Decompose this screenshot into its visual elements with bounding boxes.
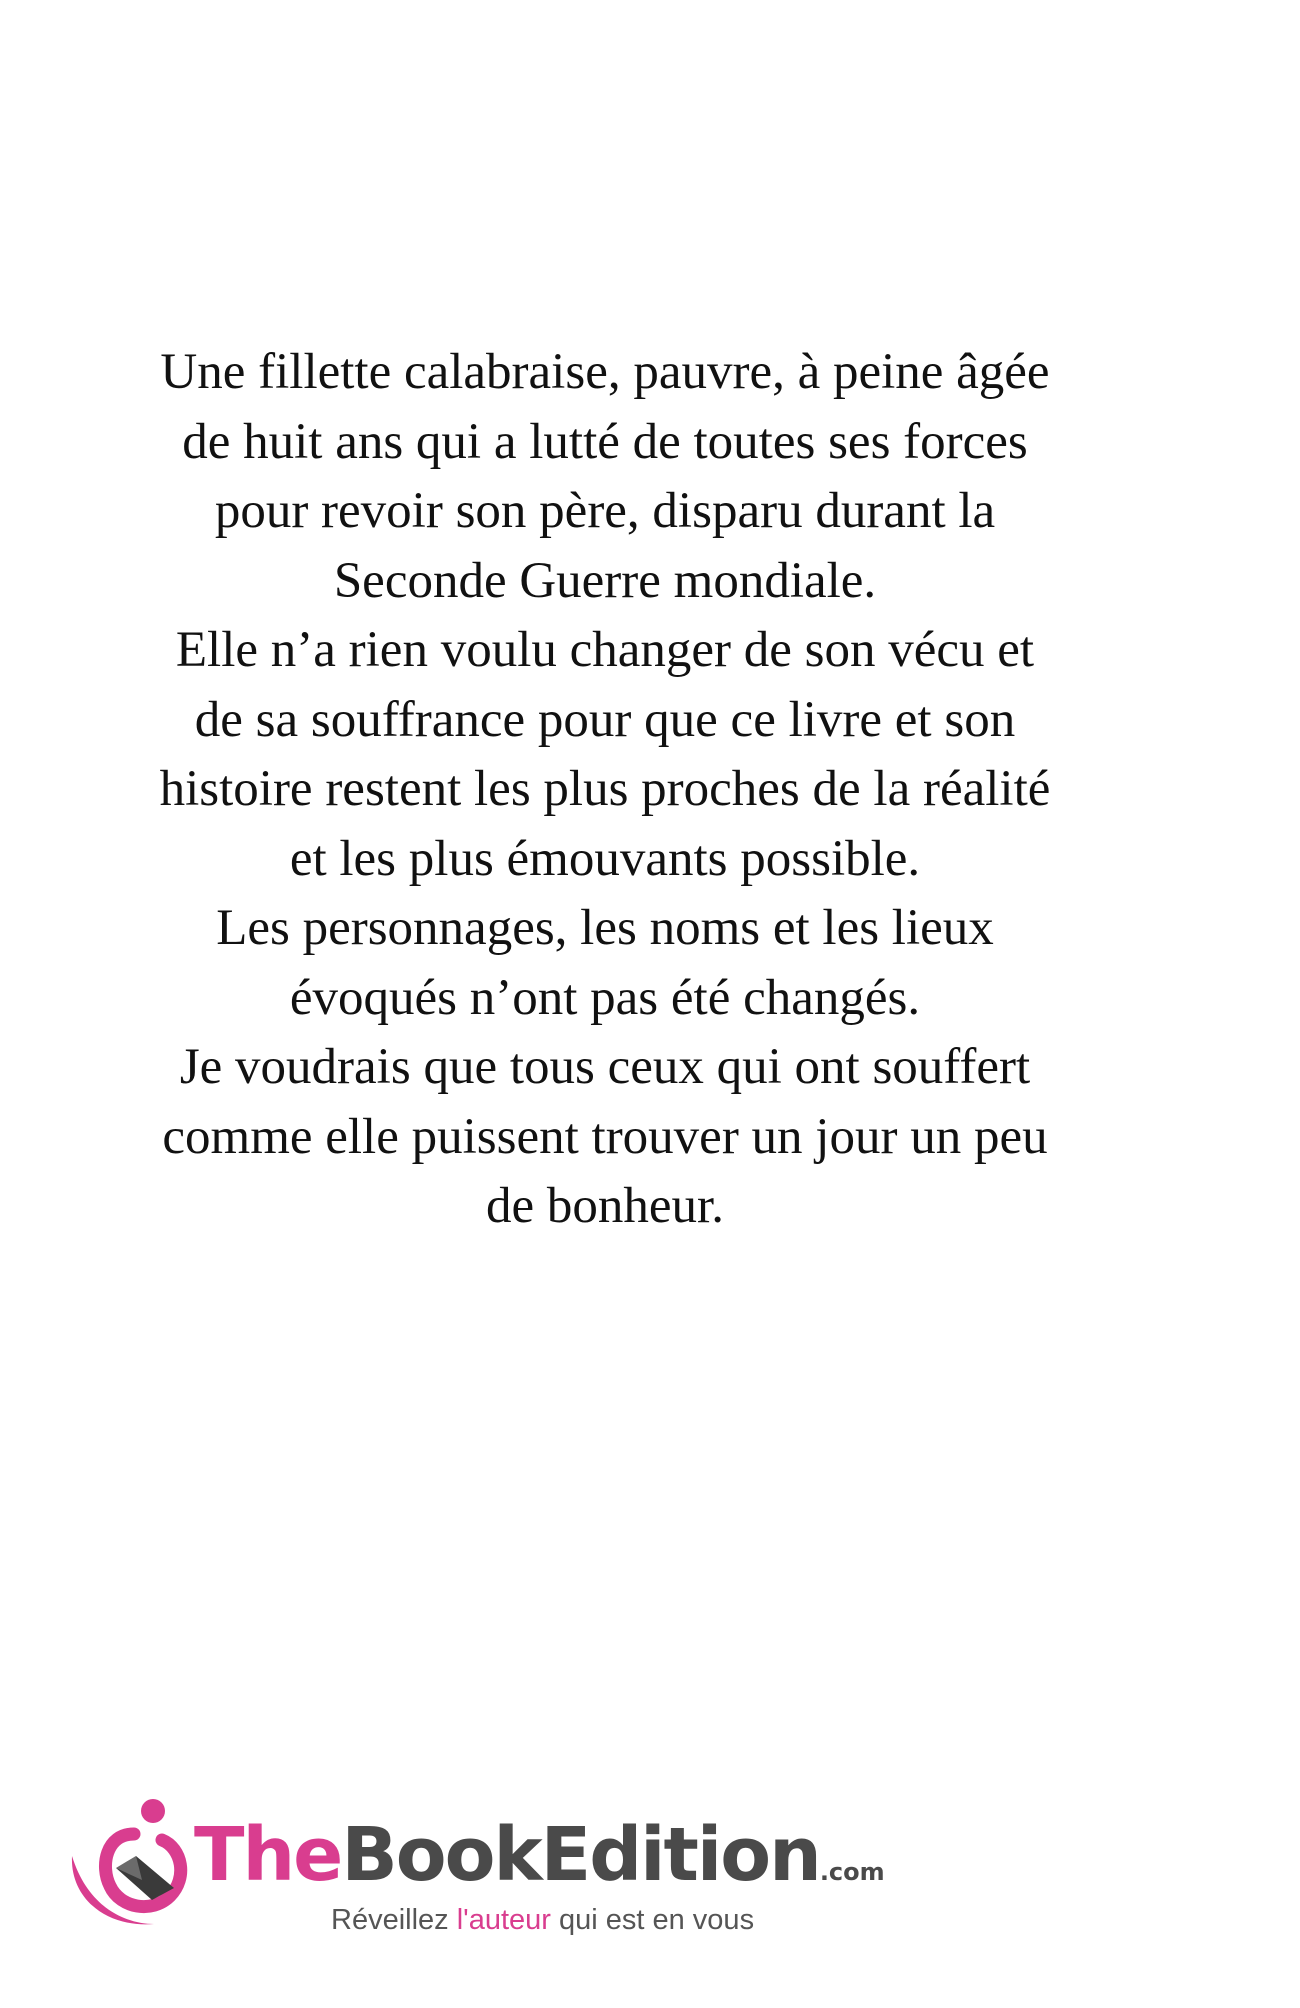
brand-the: The [194,1812,342,1898]
brand-domain-suffix: .com [819,1858,885,1886]
blurb-line: et les plus émouvants possible. [289,830,921,887]
blurb-line: Elle n’a rien voulu changer de son vécu et [175,622,1035,678]
publisher-logo [66,1796,885,1956]
publisher-tagline [331,1904,754,1937]
tagline-start: Réveillez [331,1904,457,1936]
brand-book-edition: BookEdition [341,1812,820,1898]
blurb-line: pour revoir son père, disparu durant la [214,483,996,539]
blurb-line: évoqués n’ont pas été changés. [289,969,921,1026]
blurb-line: Les personnages, les noms et les lieux [216,900,994,956]
blurb-line: Je voudrais que tous ceux qui ont souffert [179,1039,1031,1095]
blurb-line: histoire restent les plus proches de la réalité [159,761,1051,817]
publisher-logo-icon [66,1796,196,1936]
tagline-highlight: l'auteur [456,1904,551,1936]
publisher-brand-name [194,1812,885,1898]
blurb-line: Seconde Guerre mondiale. [333,552,877,609]
blurb-line: comme elle puissent trouver un jour un peu [162,1108,1048,1165]
blurb-line: de huit ans qui a lutté de toutes ses forces [182,413,1028,470]
blurb-line: Une fillette calabraise, pauvre, à peine âgée [160,344,1050,400]
tagline-end: qui est en vous [550,1904,755,1936]
back-cover-blurb [95,338,1115,1242]
blurb-line: de bonheur. [486,1178,724,1234]
blurb-line: de sa souffrance pour que ce livre et son [194,691,1016,748]
